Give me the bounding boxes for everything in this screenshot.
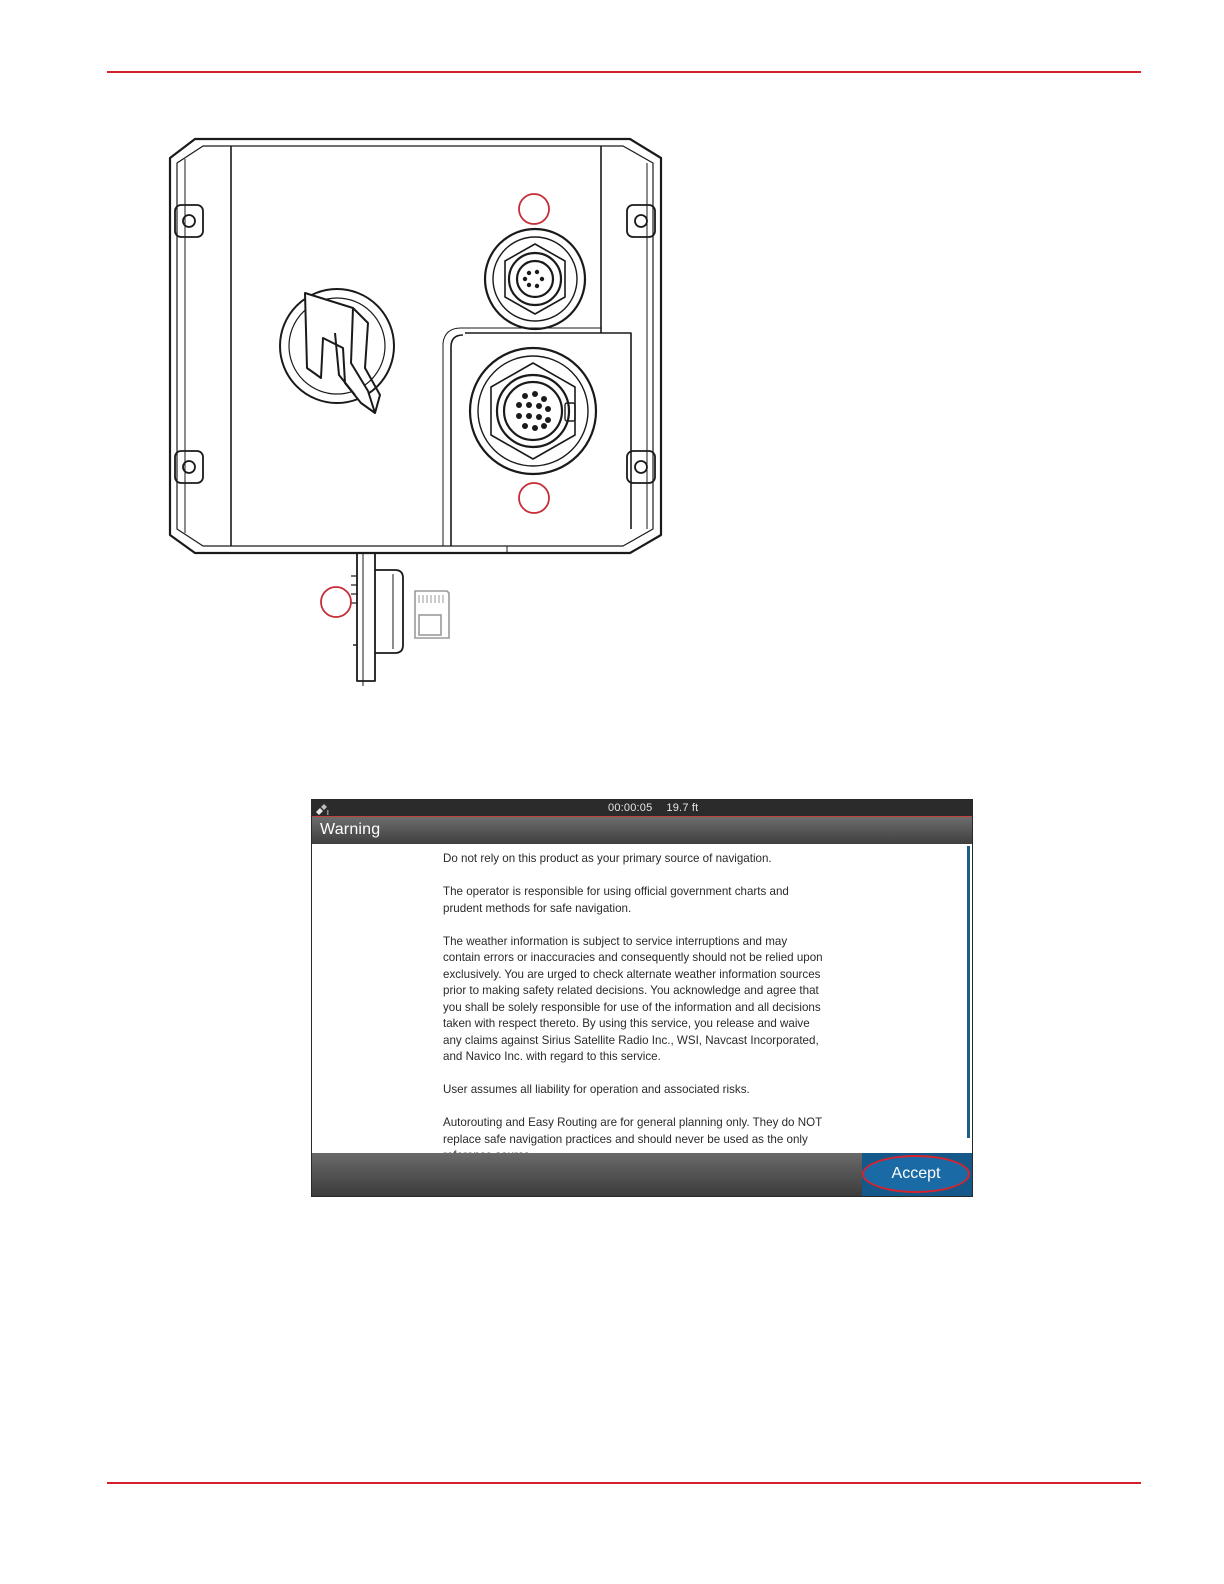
- dialog-title: Warning: [320, 821, 381, 838]
- card-slot: [351, 553, 403, 686]
- housing-outline: [170, 139, 661, 553]
- callout-lower-connector: [519, 483, 549, 513]
- warning-content[interactable]: [312, 844, 972, 1153]
- header-rule: [107, 71, 1141, 73]
- dialog-title-bar: [312, 816, 972, 844]
- upper-connector: [485, 229, 585, 329]
- scrollbar[interactable]: [967, 846, 970, 1138]
- satellite-signal-icon: [314, 800, 330, 816]
- mercury-logo: [280, 289, 394, 413]
- dialog-footer: [312, 1153, 972, 1196]
- micro-sd-card-icon: [415, 591, 449, 638]
- warning-text: [443, 851, 843, 1181]
- warning-paragraph: The weather information is subject to service interruptions and may contain errors or inaccuracies and consequently should not be relied upon exclusively. You are urged to check alternate weather information sources prior to making safety related decisions. You acknowledge and agree that you shall be solely responsible for use of the information and all decisions taken with respect thereto. By using this service, you release and waive any claims against Sirius Satellite Radio Inc., WSI, Navcast Incorporated, and Navico Inc. with regard to this service.: [443, 934, 823, 1063]
- lower-connector: [470, 348, 596, 474]
- device-rear-diagram: [165, 133, 670, 693]
- footer-rule: [107, 1482, 1141, 1484]
- accept-button[interactable]: Accept: [862, 1155, 970, 1193]
- status-bar: [312, 800, 972, 816]
- status-depth: 19.7 ft: [666, 802, 699, 814]
- warning-paragraph: User assumes all liability for operation and associated risks.: [443, 1083, 750, 1096]
- warning-paragraph: Do not rely on this product as your primary source of navigation.: [443, 852, 772, 865]
- accept-area: [862, 1153, 972, 1196]
- status-readout: [608, 800, 698, 816]
- status-time: 00:00:05: [608, 802, 653, 814]
- warning-paragraph: The operator is responsible for using official government charts and prudent methods for safe navigation.: [443, 885, 789, 915]
- warning-screen: [312, 800, 972, 1196]
- callout-card-slot: [321, 587, 351, 617]
- callout-upper-connector: [519, 194, 549, 224]
- warning-paragraph: Autorouting and Easy Routing are for general planning only. They do NOT replace safe navigation practices and should never be used as the only: [443, 1116, 823, 1146]
